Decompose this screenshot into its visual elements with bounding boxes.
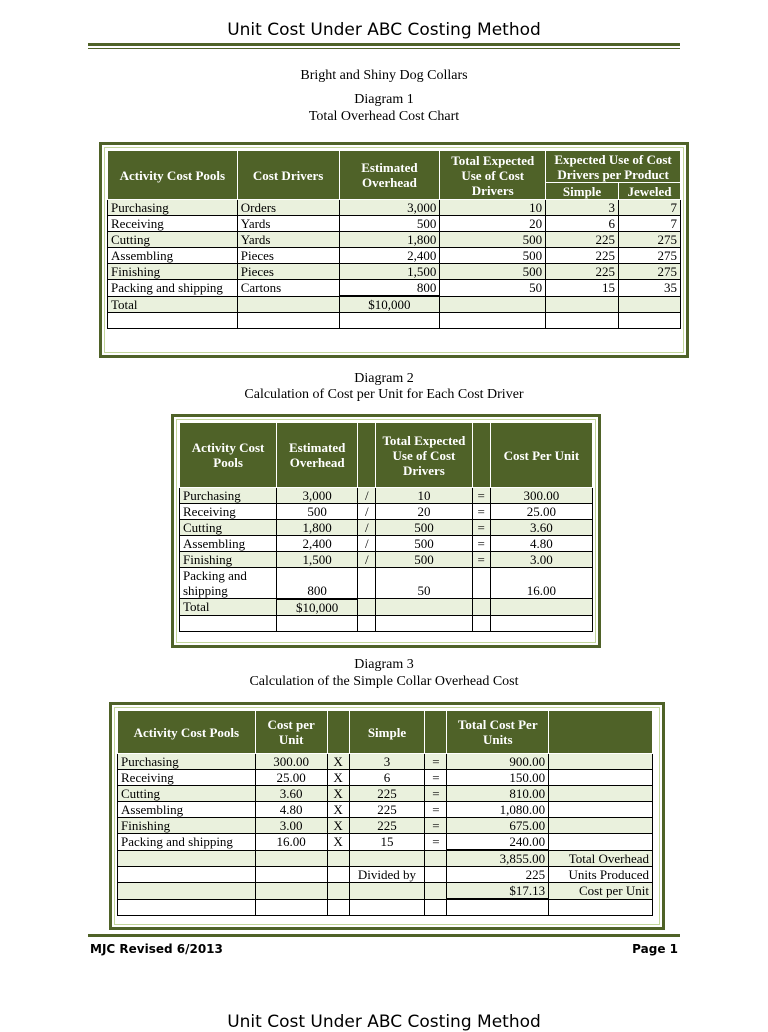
d1-expected: 500 <box>440 264 546 280</box>
d3-x: X <box>327 754 349 770</box>
d2-cpu: 25.00 <box>490 504 592 520</box>
d2-eq <box>472 568 490 599</box>
footer-page-number: Page 1 <box>632 942 678 956</box>
d1-overhead: 3,000 <box>339 200 440 216</box>
d1-overhead: 800 <box>339 280 440 297</box>
d2-overhead: 3,000 <box>277 488 358 504</box>
d1-driver: Pieces <box>237 264 339 280</box>
d2-op: / <box>358 504 376 520</box>
d1-pool: Purchasing <box>108 200 238 216</box>
d1-expected: 10 <box>440 200 546 216</box>
d1-pool: Assembling <box>108 248 238 264</box>
d2-op: / <box>358 552 376 568</box>
d1-pool: Receiving <box>108 216 238 232</box>
table-row-total <box>108 296 681 313</box>
d1-jeweled: 35 <box>619 280 681 297</box>
d3-cpu: 3.60 <box>255 786 327 802</box>
d2-eq: = <box>472 488 490 504</box>
company-name: Bright and Shiny Dog Collars <box>300 68 468 83</box>
d1-header-jeweled: Jeweled <box>619 183 681 200</box>
d2-expected: 10 <box>376 488 472 504</box>
d2-pool: Cutting <box>180 520 277 536</box>
table-row <box>180 552 593 568</box>
d2-eq: = <box>472 520 490 536</box>
table-row <box>118 754 653 770</box>
d3-simple: 225 <box>349 818 425 834</box>
d3-cpu: 16.00 <box>255 834 327 851</box>
d1-jeweled: 275 <box>619 232 681 248</box>
d3-eq: = <box>425 834 447 851</box>
d2-total-label: Total <box>180 599 277 616</box>
diagram3-table <box>117 710 653 916</box>
table-row <box>180 504 593 520</box>
diagram2-table <box>179 422 593 632</box>
table-row <box>118 786 653 802</box>
d3-pool: Receiving <box>118 770 256 786</box>
next-page-title: Unit Cost Under ABC Costing Method <box>227 1012 541 1032</box>
header-rule <box>88 43 680 46</box>
d1-jeweled: 7 <box>619 216 681 232</box>
diagram3-caption: Calculation of the Simple Collar Overhead Cost <box>249 674 519 689</box>
d1-jeweled: 275 <box>619 264 681 280</box>
d2-expected: 50 <box>376 568 472 599</box>
d2-op: / <box>358 520 376 536</box>
d1-driver: Cartons <box>237 280 339 297</box>
d1-overhead: 1,800 <box>339 232 440 248</box>
page-title: Unit Cost Under ABC Costing Method <box>227 20 541 40</box>
table-row <box>118 834 653 851</box>
d2-cpu: 3.60 <box>490 520 592 536</box>
d3-x: X <box>327 786 349 802</box>
d2-overhead: 1,500 <box>277 552 358 568</box>
table-row <box>180 488 593 504</box>
d1-header-drivers: Cost Drivers <box>237 151 339 200</box>
d1-jeweled: 275 <box>619 248 681 264</box>
d1-driver: Yards <box>237 216 339 232</box>
d2-header-cost-per-unit: Cost Per Unit <box>490 423 592 488</box>
d3-header-simple: Simple <box>349 711 425 754</box>
d1-overhead: 500 <box>339 216 440 232</box>
table-row <box>108 216 681 232</box>
d1-expected: 500 <box>440 232 546 248</box>
diagram2-label: Diagram 2 <box>354 371 414 386</box>
diagram1-table <box>107 150 681 329</box>
d1-total-value: $10,000 <box>339 296 440 313</box>
d3-eq: = <box>425 770 447 786</box>
d2-overhead: 1,800 <box>277 520 358 536</box>
header-rule-thin <box>88 48 680 49</box>
d3-simple: 225 <box>349 786 425 802</box>
d3-x: X <box>327 834 349 851</box>
table-row <box>180 568 593 599</box>
d1-driver: Orders <box>237 200 339 216</box>
d2-op <box>358 568 376 599</box>
d3-cpu: 25.00 <box>255 770 327 786</box>
footer-revised: MJC Revised 6/2013 <box>90 942 223 956</box>
d2-header-overhead: Estimated Overhead <box>277 423 358 488</box>
d3-cpu: 300.00 <box>255 754 327 770</box>
d3-simple: 3 <box>349 754 425 770</box>
table-row-cost-per-unit <box>118 883 653 900</box>
d2-expected: 500 <box>376 536 472 552</box>
d1-simple: 225 <box>546 232 619 248</box>
d1-header-expected: Total Expected Use of Cost Drivers <box>440 151 546 200</box>
d3-x: X <box>327 802 349 818</box>
d3-eq: = <box>425 754 447 770</box>
d2-eq: = <box>472 504 490 520</box>
d3-divided-by: Divided by <box>349 867 425 883</box>
d1-pool: Packing and shipping <box>108 280 238 297</box>
d1-pool: Finishing <box>108 264 238 280</box>
table-row <box>180 536 593 552</box>
diagram3-label: Diagram 3 <box>354 657 414 672</box>
d3-pool: Cutting <box>118 786 256 802</box>
diagram1-label: Diagram 1 <box>354 92 414 107</box>
d3-total: 810.00 <box>447 786 549 802</box>
d1-header-per-product: Expected Use of Cost Drivers per Product <box>546 151 681 183</box>
d3-x: X <box>327 818 349 834</box>
d3-simple: 15 <box>349 834 425 851</box>
d1-simple: 15 <box>546 280 619 297</box>
d2-expected: 500 <box>376 520 472 536</box>
d1-simple: 6 <box>546 216 619 232</box>
d3-total: 150.00 <box>447 770 549 786</box>
d2-op: / <box>358 488 376 504</box>
d2-pool: Receiving <box>180 504 277 520</box>
table-row <box>180 520 593 536</box>
d2-expected: 20 <box>376 504 472 520</box>
d1-pool: Cutting <box>108 232 238 248</box>
d1-expected: 500 <box>440 248 546 264</box>
d3-pool: Finishing <box>118 818 256 834</box>
d3-pool: Packing and shipping <box>118 834 256 851</box>
d1-driver: Yards <box>237 232 339 248</box>
d3-cpu-value: $17.13 <box>447 883 549 900</box>
d3-units-label: Units Produced <box>549 867 653 883</box>
d2-pool: Finishing <box>180 552 277 568</box>
d2-eq: = <box>472 552 490 568</box>
table-row <box>108 248 681 264</box>
d2-header-pools: Activity Cost Pools <box>180 423 277 488</box>
d1-expected: 50 <box>440 280 546 297</box>
table-row <box>118 770 653 786</box>
d3-total: 900.00 <box>447 754 549 770</box>
d1-expected: 20 <box>440 216 546 232</box>
d3-eq: = <box>425 802 447 818</box>
d3-simple: 225 <box>349 802 425 818</box>
d1-driver: Pieces <box>237 248 339 264</box>
d2-overhead: 500 <box>277 504 358 520</box>
d3-header-cost-per-unit: Cost per Unit <box>255 711 327 754</box>
d3-total: 675.00 <box>447 818 549 834</box>
d3-header-total-cost: Total Cost Per Units <box>447 711 549 754</box>
table-row <box>108 264 681 280</box>
d3-total: 240.00 <box>447 834 549 851</box>
diagram1-caption: Total Overhead Cost Chart <box>308 109 460 124</box>
d1-total-label: Total <box>108 296 238 313</box>
d2-overhead: 2,400 <box>277 536 358 552</box>
d2-expected: 500 <box>376 552 472 568</box>
d3-x: X <box>327 770 349 786</box>
d3-pool: Purchasing <box>118 754 256 770</box>
d2-cpu: 4.80 <box>490 536 592 552</box>
table-row-empty <box>108 313 681 329</box>
d3-cpu-label: Cost per Unit <box>549 883 653 900</box>
table-row-units <box>118 867 653 883</box>
d3-total-overhead-value: 3,855.00 <box>447 850 549 867</box>
d2-total-value: $10,000 <box>277 599 358 616</box>
d2-pool: Purchasing <box>180 488 277 504</box>
d1-simple: 225 <box>546 248 619 264</box>
table-row-empty <box>180 615 593 631</box>
table-row <box>108 280 681 297</box>
d3-cpu: 3.00 <box>255 818 327 834</box>
d3-total: 1,080.00 <box>447 802 549 818</box>
d2-eq: = <box>472 536 490 552</box>
d3-total-overhead-label: Total Overhead <box>549 850 653 867</box>
table-row-total-overhead <box>118 850 653 867</box>
d1-overhead: 2,400 <box>339 248 440 264</box>
d2-cpu: 16.00 <box>490 568 592 599</box>
d2-cpu: 3.00 <box>490 552 592 568</box>
table-row <box>118 818 653 834</box>
table-row <box>118 802 653 818</box>
d3-units-value: 225 <box>447 867 549 883</box>
d1-header-pools: Activity Cost Pools <box>108 151 238 200</box>
d3-cpu: 4.80 <box>255 802 327 818</box>
d3-eq: = <box>425 818 447 834</box>
table-row-total <box>180 599 593 616</box>
d2-pool: Packing and shipping <box>180 568 277 599</box>
d2-op: / <box>358 536 376 552</box>
d1-header-simple: Simple <box>546 183 619 200</box>
d3-pool: Assembling <box>118 802 256 818</box>
diagram2-caption: Calculation of Cost per Unit for Each Cost Driver <box>244 387 524 402</box>
d1-simple: 3 <box>546 200 619 216</box>
d1-jeweled: 7 <box>619 200 681 216</box>
d2-overhead: 800 <box>277 568 358 599</box>
d1-header-overhead: Estimated Overhead <box>339 151 440 200</box>
d3-header-pools: Activity Cost Pools <box>118 711 256 754</box>
table-row <box>108 232 681 248</box>
footer-rule <box>88 934 680 937</box>
table-row-empty <box>118 899 653 916</box>
d3-eq: = <box>425 786 447 802</box>
d2-cpu: 300.00 <box>490 488 592 504</box>
d2-pool: Assembling <box>180 536 277 552</box>
d1-overhead: 1,500 <box>339 264 440 280</box>
table-row <box>108 200 681 216</box>
d1-simple: 225 <box>546 264 619 280</box>
d2-header-expected: Total Expected Use of Cost Drivers <box>376 423 472 488</box>
d3-simple: 6 <box>349 770 425 786</box>
